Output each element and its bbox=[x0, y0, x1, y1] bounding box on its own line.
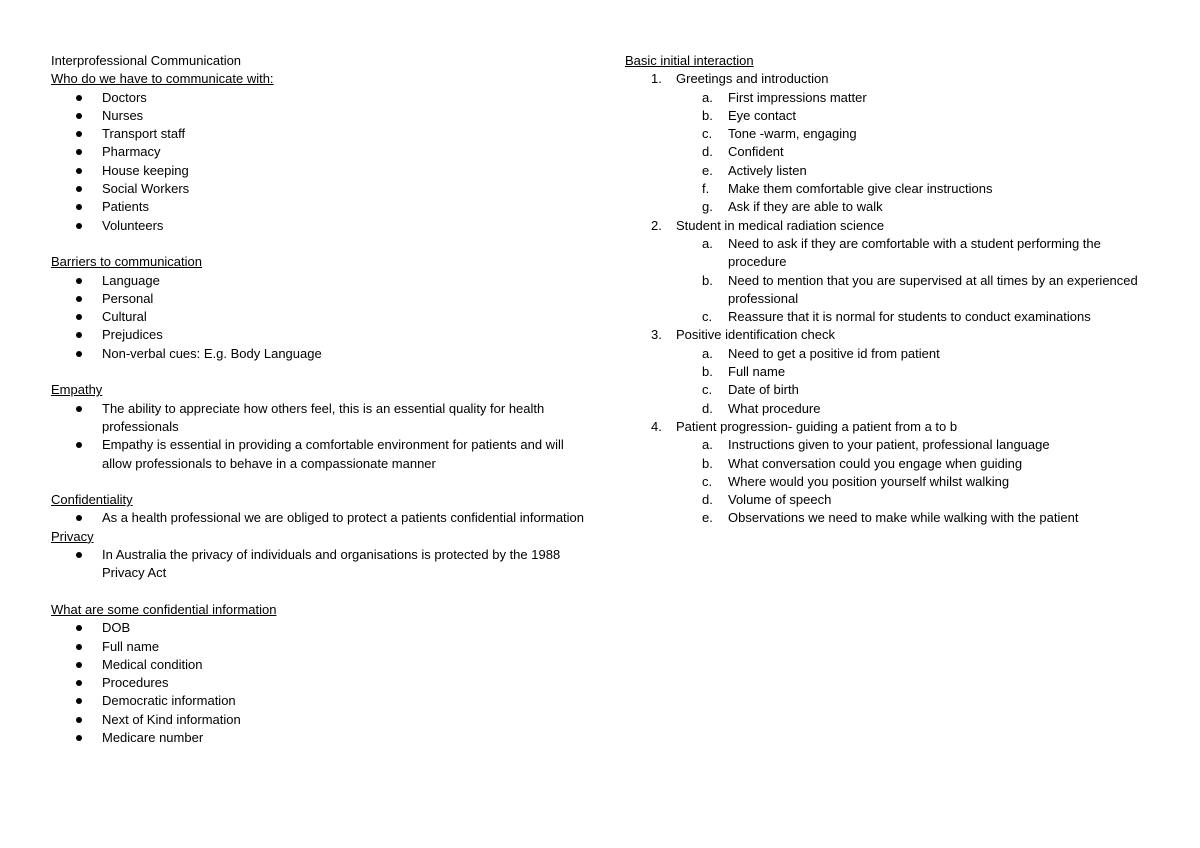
subitem-text: First impressions matter bbox=[728, 89, 867, 105]
empathy-heading: Empathy bbox=[51, 382, 103, 398]
bullet-icon bbox=[76, 735, 82, 741]
empathy-item bbox=[51, 436, 591, 473]
barriers-list bbox=[51, 272, 591, 363]
bullet-icon bbox=[76, 680, 82, 686]
section-title bbox=[625, 70, 1155, 88]
subitem-text: Need to get a positive id from patient bbox=[728, 345, 940, 361]
who-list-item-text: Transport staff bbox=[102, 126, 186, 142]
subitem-text: Actively listen bbox=[728, 162, 807, 178]
confidential-info-item-text: DOB bbox=[102, 620, 131, 636]
barrier-item-text: Language bbox=[102, 272, 160, 288]
section-title bbox=[625, 326, 1155, 344]
bullet-icon bbox=[76, 662, 82, 668]
subitem-text: Need to mention that you are supervised at all times by an experienced professional bbox=[728, 272, 1138, 306]
bullet-icon bbox=[76, 351, 82, 357]
confidential-info-heading: What are some confidential information bbox=[51, 601, 277, 617]
bullet-icon bbox=[76, 515, 82, 521]
who-list-item-text: House keeping bbox=[102, 162, 189, 178]
section-number: 3. bbox=[651, 327, 662, 343]
section-subitem bbox=[625, 509, 1155, 527]
subitem-text: Observations we need to make while walking with the patient bbox=[728, 510, 1079, 526]
who-list-item bbox=[51, 125, 591, 143]
section-subitem bbox=[625, 345, 1155, 363]
section-subitem bbox=[625, 235, 1155, 272]
subitem-letter: f. bbox=[702, 181, 710, 197]
subitem-letter: c. bbox=[702, 382, 713, 398]
empathy-item bbox=[51, 400, 591, 437]
confidential-info-item-text: Next of Kind information bbox=[102, 711, 241, 727]
who-list-item bbox=[51, 217, 591, 235]
who-list-item bbox=[51, 198, 591, 216]
subitem-text: Full name bbox=[728, 364, 786, 380]
subitem-text: Tone -warm, engaging bbox=[728, 126, 857, 142]
section-title-text: Greetings and introduction bbox=[676, 71, 829, 87]
subitem-text: What conversation could you engage when guiding bbox=[728, 455, 1023, 471]
barrier-item bbox=[51, 308, 591, 326]
barriers-heading: Barriers to communication bbox=[51, 254, 202, 270]
confidentiality-item-text: As a health professional we are obliged to protect a patients confidential information bbox=[102, 510, 585, 526]
who-list-item-text: Nurses bbox=[102, 107, 144, 123]
subitem-letter: a. bbox=[702, 437, 713, 453]
confidential-info-item bbox=[51, 656, 591, 674]
subitem-text: Need to ask if they are comfortable with a student performing the procedure bbox=[728, 235, 1101, 270]
bullet-icon bbox=[76, 698, 82, 704]
confidentiality-item bbox=[51, 509, 591, 527]
subitem-letter: e. bbox=[702, 162, 713, 178]
section-number: 4. bbox=[651, 418, 662, 434]
subitem-text: What procedure bbox=[728, 400, 821, 416]
who-list-item-text: Pharmacy bbox=[102, 144, 161, 160]
left-column bbox=[51, 52, 591, 747]
confidentiality-heading: Confidentiality bbox=[51, 492, 133, 508]
who-list-item bbox=[51, 162, 591, 180]
privacy-list bbox=[51, 546, 591, 583]
subitem-letter: d. bbox=[702, 492, 713, 508]
section-subitem bbox=[625, 381, 1155, 399]
who-list-item-text: Volunteers bbox=[102, 217, 164, 233]
confidential-info-item bbox=[51, 674, 591, 692]
subitem-text: Where would you position yourself whilst walking bbox=[728, 473, 1010, 489]
empathy-item-text: The ability to appreciate how others feel, this is an essential quality for health professionals bbox=[102, 400, 545, 434]
section-subitem bbox=[625, 455, 1155, 473]
subitem-text: Volume of speech bbox=[728, 492, 832, 508]
barrier-item-text: Personal bbox=[102, 290, 154, 306]
who-list-item bbox=[51, 107, 591, 125]
bullet-icon bbox=[76, 717, 82, 723]
subitem-letter: a. bbox=[702, 89, 713, 105]
section-subitem bbox=[625, 473, 1155, 491]
subitem-text: Make them comfortable give clear instructions bbox=[728, 181, 993, 197]
bullet-icon bbox=[76, 204, 82, 210]
subitem-text: Confident bbox=[728, 144, 784, 160]
subitem-letter: b. bbox=[702, 272, 713, 288]
barrier-item-text: Prejudices bbox=[102, 327, 163, 343]
confidential-info-item bbox=[51, 619, 591, 637]
subitem-text: Date of birth bbox=[728, 382, 799, 398]
who-list-item-text: Social Workers bbox=[102, 181, 190, 197]
section-subitem bbox=[625, 180, 1155, 198]
subitem-letter: a. bbox=[702, 345, 713, 361]
subitem-letter: b. bbox=[702, 107, 713, 123]
section-number: 1. bbox=[651, 71, 662, 87]
confidential-info-item bbox=[51, 692, 591, 710]
section-subitem bbox=[625, 363, 1155, 381]
subitem-letter: d. bbox=[702, 400, 713, 416]
who-list-item-text: Doctors bbox=[102, 89, 147, 105]
empathy-item-text: Empathy is essential in providing a comfortable environment for patients and will allow professionals to behave in a compassionate manner bbox=[102, 437, 564, 471]
barrier-item-text: Cultural bbox=[102, 309, 147, 325]
bullet-icon bbox=[76, 332, 82, 338]
bullet-icon bbox=[76, 406, 82, 412]
subitem-letter: a. bbox=[702, 235, 713, 251]
who-list-item bbox=[51, 180, 591, 198]
confidentiality-list bbox=[51, 509, 591, 527]
section-subitem bbox=[625, 198, 1155, 216]
bullet-icon bbox=[76, 625, 82, 631]
confidential-info-item bbox=[51, 729, 591, 747]
bullet-icon bbox=[76, 223, 82, 229]
who-list-item bbox=[51, 143, 591, 161]
subitem-letter: c. bbox=[702, 309, 713, 325]
confidential-info-item-text: Medical condition bbox=[102, 656, 203, 672]
confidential-info-item bbox=[51, 711, 591, 729]
section-title-text: Patient progression- guiding a patient from a to b bbox=[676, 418, 958, 434]
barrier-item bbox=[51, 272, 591, 290]
interaction-heading: Basic initial interaction bbox=[625, 53, 754, 68]
subitem-letter: b. bbox=[702, 455, 713, 471]
section-subitem bbox=[625, 162, 1155, 180]
subitem-letter: c. bbox=[702, 126, 713, 142]
bullet-icon bbox=[76, 442, 82, 448]
privacy-item-text: In Australia the privacy of individuals and organisations is protected by the 1988 Privacy Act bbox=[102, 547, 561, 581]
bullet-icon bbox=[76, 113, 82, 119]
section-subitem bbox=[625, 143, 1155, 161]
right-column bbox=[625, 52, 1155, 528]
section-subitem bbox=[625, 308, 1155, 326]
who-list-item bbox=[51, 89, 591, 107]
confidential-info-item bbox=[51, 638, 591, 656]
subitem-text: Instructions given to your patient, professional language bbox=[728, 437, 1050, 453]
section-subitem bbox=[625, 125, 1155, 143]
confidential-info-item-text: Full name bbox=[102, 638, 160, 654]
subitem-text: Reassure that it is normal for students to conduct examinations bbox=[728, 309, 1091, 325]
privacy-item bbox=[51, 546, 591, 583]
section-title-text: Student in medical radiation science bbox=[676, 217, 885, 233]
bullet-icon bbox=[76, 314, 82, 320]
confidential-info-list bbox=[51, 619, 591, 747]
confidential-info-item-text: Procedures bbox=[102, 675, 169, 691]
barrier-item bbox=[51, 326, 591, 344]
bullet-icon bbox=[76, 644, 82, 650]
privacy-heading: Privacy bbox=[51, 528, 94, 544]
bullet-icon bbox=[76, 168, 82, 174]
who-list-item-text: Patients bbox=[102, 199, 149, 215]
bullet-icon bbox=[76, 149, 82, 155]
subitem-letter: c. bbox=[702, 473, 713, 489]
interaction-sections bbox=[625, 70, 1155, 527]
who-heading: Who do we have to communicate with: bbox=[51, 71, 274, 87]
subitem-text: Eye contact bbox=[728, 107, 796, 123]
bullet-icon bbox=[76, 186, 82, 192]
subitem-text: Ask if they are able to walk bbox=[728, 199, 883, 215]
barrier-item-text: Non-verbal cues: E.g. Body Language bbox=[102, 345, 322, 361]
confidential-info-item-text: Medicare number bbox=[102, 729, 204, 745]
section-subitem bbox=[625, 436, 1155, 454]
section-title-text: Positive identification check bbox=[676, 327, 835, 343]
section-subitem bbox=[625, 272, 1155, 309]
bullet-icon bbox=[76, 95, 82, 101]
bullet-icon bbox=[76, 552, 82, 558]
section-subitem bbox=[625, 89, 1155, 107]
bullet-icon bbox=[76, 296, 82, 302]
section-subitem bbox=[625, 107, 1155, 125]
barrier-item bbox=[51, 290, 591, 308]
who-list bbox=[51, 89, 591, 235]
subitem-letter: e. bbox=[702, 510, 713, 526]
section-number: 2. bbox=[651, 217, 662, 233]
empathy-list bbox=[51, 400, 591, 473]
subitem-letter: d. bbox=[702, 144, 713, 160]
barrier-item bbox=[51, 345, 591, 363]
section-title bbox=[625, 217, 1155, 235]
subitem-letter: g. bbox=[702, 199, 713, 215]
section-subitem bbox=[625, 400, 1155, 418]
section-subitem bbox=[625, 491, 1155, 509]
confidential-info-item-text: Democratic information bbox=[102, 693, 236, 709]
bullet-icon bbox=[76, 278, 82, 284]
document-title: Interprofessional Communication bbox=[51, 53, 242, 68]
subitem-letter: b. bbox=[702, 364, 713, 380]
section-title bbox=[625, 418, 1155, 436]
bullet-icon bbox=[76, 131, 82, 137]
